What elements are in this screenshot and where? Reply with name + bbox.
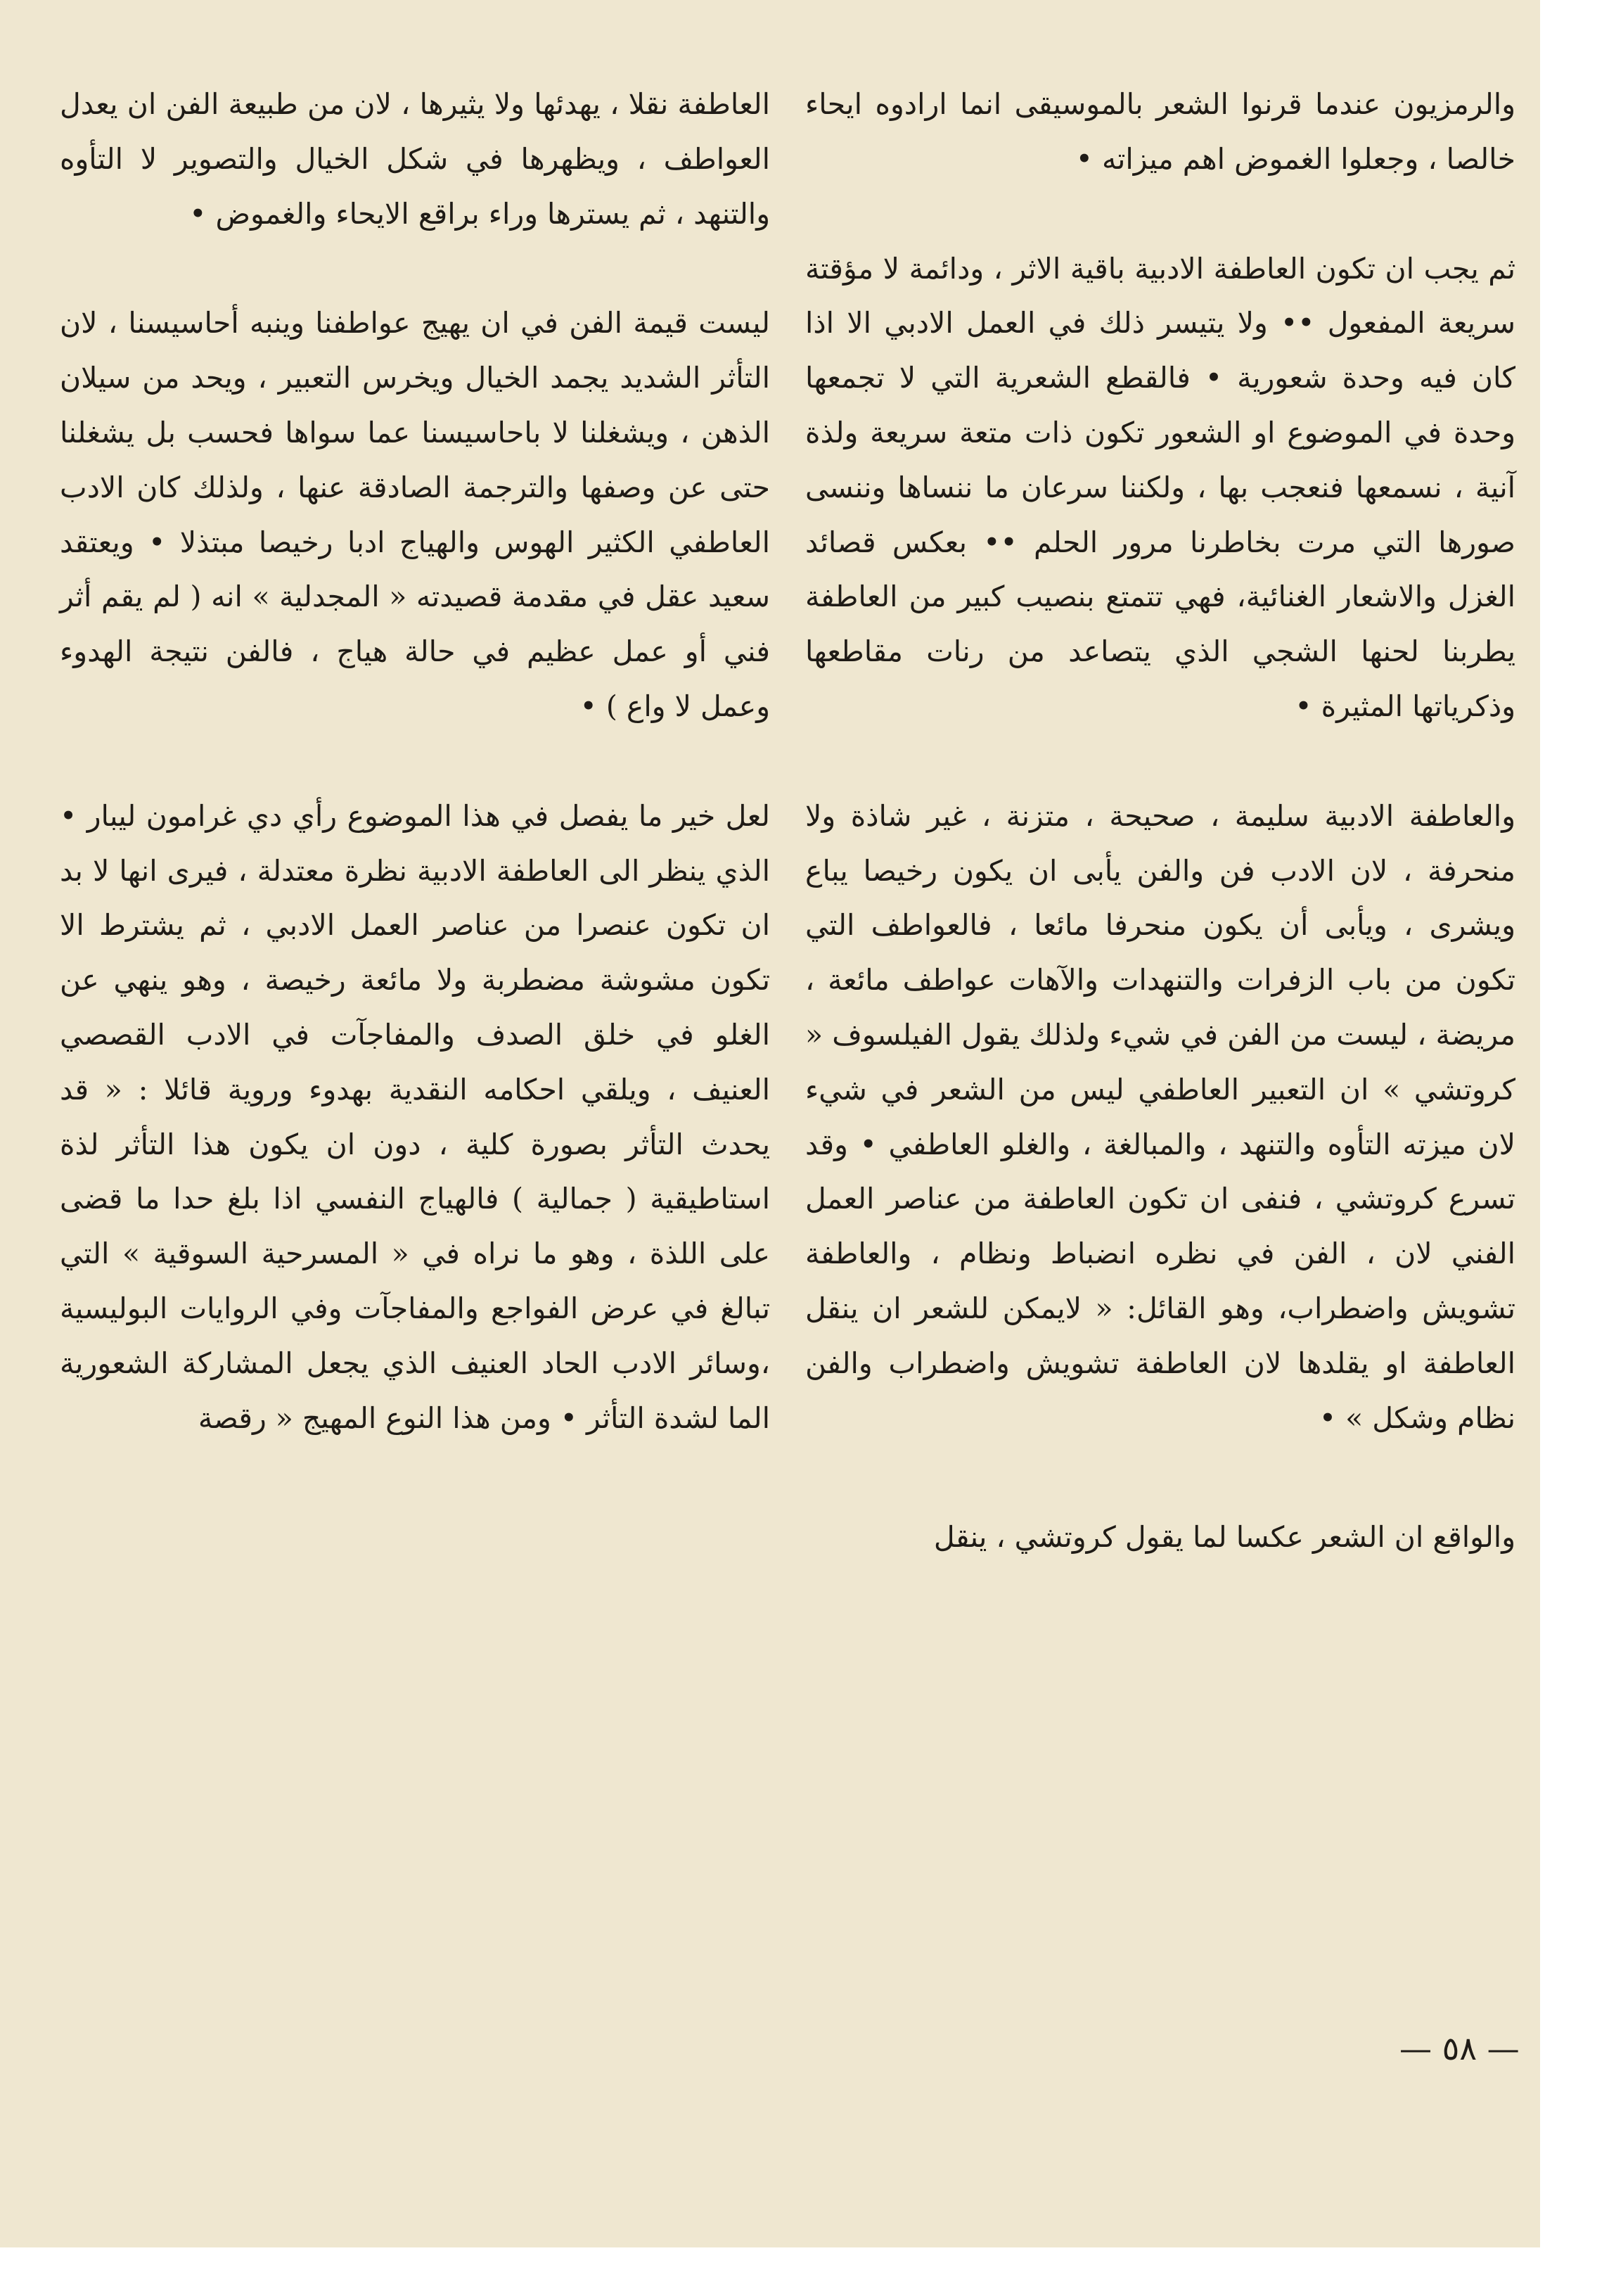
paragraph: ليست قيمة الفن في ان يهيج عواطفنا وينبه أحاسيسنا ، لان التأثر الشديد يجمد الخيال ويخرس التعبير ، ويحد من سيلان الذهن ، ويشغلنا لا باحاسيسنا عما سواها فحسب بل يشغلنا حتى عن وصفها والترجمة الصادقة عنها ، ولذلك كان الادب العاطفي الكثير الهوس والهياج ادبا رخيصا مبتذلا • ويعتقد سعيد عقل في مقدمة قصيدته « المجدلية » انه ( لم يقم أثر فني أو عمل عظيم في حالة هياج ، فالفن نتيجة الهدوء وعمل لا واع ) • [60, 306, 770, 723]
paragraph: العاطفة نقلا ، يهدئها ولا يثيرها ، لان من طبيعة الفن ان يعدل العواطف ، ويظهرها في شكل الخيال والتصوير لا التأوه والتنهد ، ثم يسترها وراء براقع الايحاء والغموض • [60, 87, 770, 231]
paragraph: والواقع ان الشعر عكسا لما يقول كروتشي ، ينقل [933, 1520, 1515, 1555]
paragraph-gap [60, 734, 770, 789]
paragraph: لعل خير ما يفصل في هذا الموضوع رأي دي غرامون ليبار • الذي ينظر الى العاطفة الادبية نظرة معتدلة ، فيرى انها لا بد ان تكون عنصرا من عناصر العمل الادبي ، ثم يشترط الا تكون مشوشة مضطربة ولا مائعة رخيصة ، وهو ينهي عن الغلو في خلق الصدف والمفاجآت في الادب القصصي العنيف ، ويلقي احكامه النقدية بهدوء وروية قائلا : « قد يحدث التأثر بصورة كلية ، دون ان يكون هذا التأثر لذة استاطيقية ( جمالية ) فالهياج النفسي اذا بلغ حدا ما قضى على اللذة ، وهو ما نراه في « المسرحية السوقية » التي تبالغ في عرض الفواجع والمفاجآت وفي الروايات البوليسية ،وسائر الادب الحاد العنيف الذي يجعل المشاركة الشعورية الما لشدة التأثر • ومن هذا النوع المهيج « رقصة [60, 798, 770, 1435]
paragraph-gap [805, 1446, 1515, 1510]
paragraph: والعاطفة الادبية سليمة ، صحيحة ، متزنة ، غير شاذة ولا منحرفة ، لان الادب فن والفن يأبى ان يكون رخيصا يباع ويشرى ، ويأبى أن يكون منحرفا مائعا ، فالعواطف التي تكون من باب الزفرات والتنهدات والآهات عواطف مائعة ، مريضة ، ليست من الفن في شيء ولذلك يقول الفيلسوف « كروتشي » ان التعبير العاطفي ليس من الشعر في شيء لان ميزته التأوه والتنهد ، والمبالغة ، والغلو العاطفي • وقد تسرع كروتشي ، فنفى ان تكون العاطفة من عناصر العمل الفني لان ، الفن في نظره انضباط ونظام ، والعاطفة تشويش واضطراب، وهو القائل: « لايمكن للشعر ان ينقل العاطفة او يقلدها لان العاطفة تشويش واضطراب والفن نظام وشكل » • [805, 798, 1515, 1435]
left-column [60, 77, 770, 1446]
page-number: — ٥٨ — [1399, 2029, 1520, 2067]
right-column [805, 77, 1515, 1565]
paragraph: والرمزيون عندما قرنوا الشعر بالموسيقى انما ارادوه ايحاء خالصا ، وجعلوا الغموض اهم ميزاته • [805, 87, 1515, 176]
paragraph-gap [805, 187, 1515, 242]
paragraph-gap [805, 734, 1515, 789]
paragraph-gap [60, 241, 770, 296]
paragraph: ثم يجب ان تكون العاطفة الادبية باقية الاثر ، ودائمة لا مؤقتة سريعة المفعول •• ولا يتيسر ذلك في العمل الادبي الا اذا كان فيه وحدة شعورية • فالقطع الشعرية التي لا تجمعها وحدة في الموضوع او الشعور تكون ذات متعة سريعة ولذة آنية ، نسمعها فنعجب بها ، ولكننا سرعان ما ننساها وننسى صورها التي مرت بخاطرنا مرور الحلم •• بعكس قصائد الغزل والاشعار الغنائية، فهي تتمتع بنصيب كبير من العاطفة يطربنا لحنها الشجي الذي يتصاعد من رنات مقاطعها وذكرياتها المثيرة • [805, 251, 1515, 723]
